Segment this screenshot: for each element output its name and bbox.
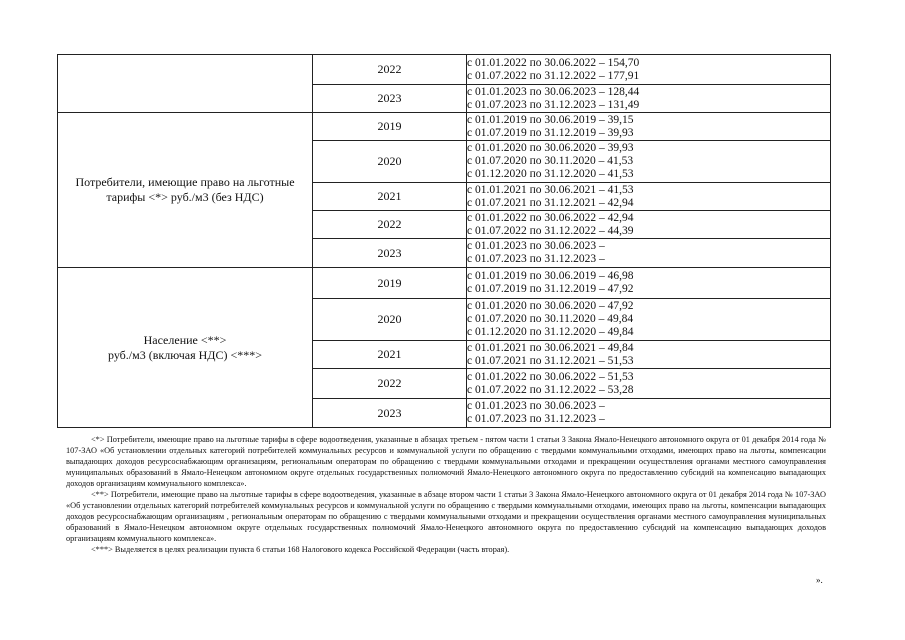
year-cell: 2023 — [313, 239, 467, 268]
footnote-2: <**> Потребители, имеющие право на льготные тарифы в сфере водоотведения, указанные в абзаце втором части 1 статьи 3 Закона Ямало-Ненецкого автономного округа от 01 декабря 2014 года № 107-ЗАО «Об установлении отдельных категорий потребителей коммунальных ресурсов и коммунальной услуги по обращению с твердыми коммунальными отходами, имеющих право на льготы, компенсации выпадающих доходов ресурсоснабжающим организациям , региональным операторам по обращению с твердыми коммунальными отходами и прекращении осуществления органами местного самоуправления муниципальных образований в Ямало-Ненецком автономном округе отдельных государственных полномочий Ямало-Ненецкого автономного округа по предоставлению субсидий на компенсацию выпадающих доходов организациям коммунального комплекса». — [66, 490, 826, 543]
period-cell — [467, 85, 831, 113]
year-cell: 2019 — [313, 268, 467, 299]
period-cell — [467, 113, 831, 141]
year-cell: 2019 — [313, 113, 467, 141]
period-line: с 01.07.2022 по 31.12.2022 – 44,39 — [467, 224, 634, 237]
period-line: с 01.01.2023 по 30.06.2023 – — [467, 240, 605, 252]
category-cell — [58, 55, 313, 113]
period-cell — [467, 211, 831, 239]
year-cell: 2020 — [313, 299, 467, 341]
period-cell — [467, 341, 831, 369]
period-line: с 01.01.2019 по 30.06.2019 – 39,15 — [467, 113, 634, 126]
period-cell — [467, 369, 831, 399]
period-cell — [467, 141, 831, 183]
year-cell: 2022 — [313, 211, 467, 239]
period-line: с 01.01.2023 по 30.06.2023 – 128,44 — [467, 85, 640, 98]
period-cell — [467, 299, 831, 341]
period-line: с 01.07.2023 по 31.12.2023 – 131,49 — [467, 98, 640, 111]
period-line: с 01.12.2020 по 31.12.2020 – 49,84 — [467, 326, 634, 338]
period-line: с 01.07.2021 по 31.12.2021 – 42,94 — [467, 196, 634, 209]
period-cell — [467, 55, 831, 85]
period-line: с 01.07.2021 по 31.12.2021 – 51,53 — [467, 354, 634, 367]
table-row — [58, 113, 831, 141]
period-line: с 01.07.2022 по 31.12.2022 – 53,28 — [467, 383, 634, 396]
period-line: с 01.07.2020 по 30.11.2020 – 49,84 — [467, 313, 634, 325]
period-line: с 01.01.2019 по 30.06.2019 – 46,98 — [467, 270, 634, 282]
period-line: с 01.07.2023 по 31.12.2023 – — [467, 413, 605, 425]
period-cell — [467, 239, 831, 268]
year-cell: 2023 — [313, 399, 467, 428]
footnote-3: <***> Выделяется в целях реализации пункта 6 статьи 168 Налогового кодекса Российской Федерации (часть вторая). — [91, 545, 510, 554]
period-line: с 01.12.2020 по 31.12.2020 – 41,53 — [467, 168, 634, 180]
period-line: с 01.01.2022 по 30.06.2022 – 42,94 — [467, 211, 634, 224]
footnotes — [66, 434, 826, 555]
year-cell: 2021 — [313, 341, 467, 369]
year-cell: 2023 — [313, 85, 467, 113]
year-cell: 2022 — [313, 55, 467, 85]
footnote-1: <*> Потребители, имеющие право на льготные тарифы в сфере водоотведения, указанные в абзацах третьем - пятом части 1 статьи 3 Закона Ямало-Ненецкого автономного округа от 01 декабря 2014 года № 107-ЗАО «Об установлении отдельных категорий потребителей коммунальных ресурсов и коммунальной услуги по обращению с твердыми коммунальными отходами, имеющих право на льготы, компенсации выпадающих доходов ресурсоснабжающим организациям, региональным операторам по обращению с твердыми коммунальными отходами и прекращении осуществления органами местного самоуправления муниципальных образований в Ямало-Ненецком автономном округе отдельных государственных полномочий Ямало-Ненецкого автономного округа по предоставлению субсидий на компенсацию выпадающих доходов организациям коммунального комплекса». — [66, 435, 826, 488]
period-cell — [467, 268, 831, 299]
period-line: с 01.07.2022 по 31.12.2022 – 177,91 — [467, 69, 640, 82]
table-row — [58, 55, 831, 85]
year-cell: 2022 — [313, 369, 467, 399]
tariff-table — [57, 54, 831, 428]
period-line: с 01.01.2021 по 30.06.2021 – 41,53 — [467, 183, 634, 196]
period-line: с 01.07.2020 по 30.11.2020 – 41,53 — [467, 155, 634, 167]
category-cell — [58, 268, 313, 428]
category-label-line: Население <**> — [143, 332, 227, 347]
period-line: с 01.01.2023 по 30.06.2023 – — [467, 400, 605, 412]
closing-quote-mark: ». — [816, 575, 823, 585]
category-label-line: руб./м3 (включая НДС) <***> — [108, 347, 262, 362]
period-line: с 01.01.2021 по 30.06.2021 – 49,84 — [467, 341, 634, 354]
year-cell: 2020 — [313, 141, 467, 183]
period-line: с 01.01.2020 по 30.06.2020 – 47,92 — [467, 300, 634, 312]
year-cell: 2021 — [313, 183, 467, 211]
table-row — [58, 268, 831, 299]
period-line: с 01.01.2020 по 30.06.2020 – 39,93 — [467, 142, 634, 154]
period-line: с 01.07.2019 по 31.12.2019 – 39,93 — [467, 126, 634, 139]
period-line: с 01.01.2022 по 30.06.2022 – 51,53 — [467, 370, 634, 383]
period-cell — [467, 399, 831, 428]
period-line: с 01.07.2023 по 31.12.2023 – — [467, 253, 605, 265]
category-cell: Потребители, имеющие право на льготные тарифы <*> руб./м3 (без НДС) — [58, 113, 313, 268]
period-line: с 01.07.2019 по 31.12.2019 – 47,92 — [467, 283, 634, 295]
period-line: с 01.01.2022 по 30.06.2022 – 154,70 — [467, 56, 640, 69]
period-cell — [467, 183, 831, 211]
